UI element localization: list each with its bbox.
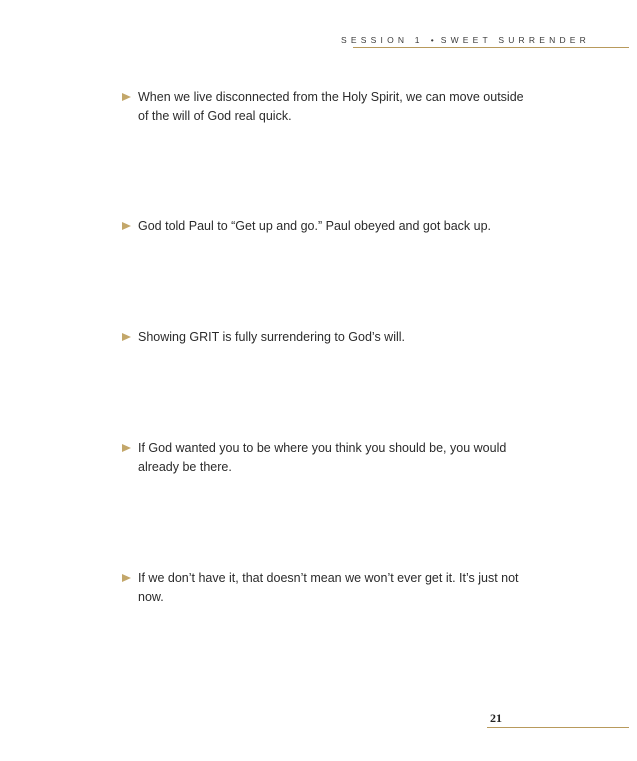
point-text: If God wanted you to be where you think you should be, you would already be there. — [138, 441, 507, 474]
point-text: God told Paul to “Get up and go.” Paul obeyed and got back up. — [138, 219, 492, 233]
triangle-bullet-icon — [122, 222, 131, 230]
page-number: 21 — [490, 711, 502, 725]
list-item — [122, 88, 532, 126]
list-item — [122, 217, 532, 236]
triangle-bullet-icon — [122, 444, 131, 452]
point-text: If we don’t have it, that doesn’t mean we won’t ever get it. It’s just not now. — [138, 571, 519, 604]
triangle-bullet-icon — [122, 333, 131, 341]
running-header — [341, 35, 590, 45]
header-session-label: SESSION 1 — [341, 35, 424, 45]
point-text: Showing GRIT is fully surrendering to God’s will. — [138, 330, 406, 344]
list-item — [122, 328, 532, 347]
list-item — [122, 439, 532, 477]
triangle-bullet-icon — [122, 574, 131, 582]
footer-rule — [487, 727, 629, 728]
triangle-bullet-icon — [122, 93, 131, 101]
point-text: When we live disconnected from the Holy Spirit, we can move outside of the will of God real quick. — [138, 90, 524, 123]
header-rule — [353, 47, 629, 48]
list-item — [122, 569, 532, 607]
header-separator: • — [430, 35, 434, 45]
header-session-title: SWEET SURRENDER — [440, 35, 590, 45]
